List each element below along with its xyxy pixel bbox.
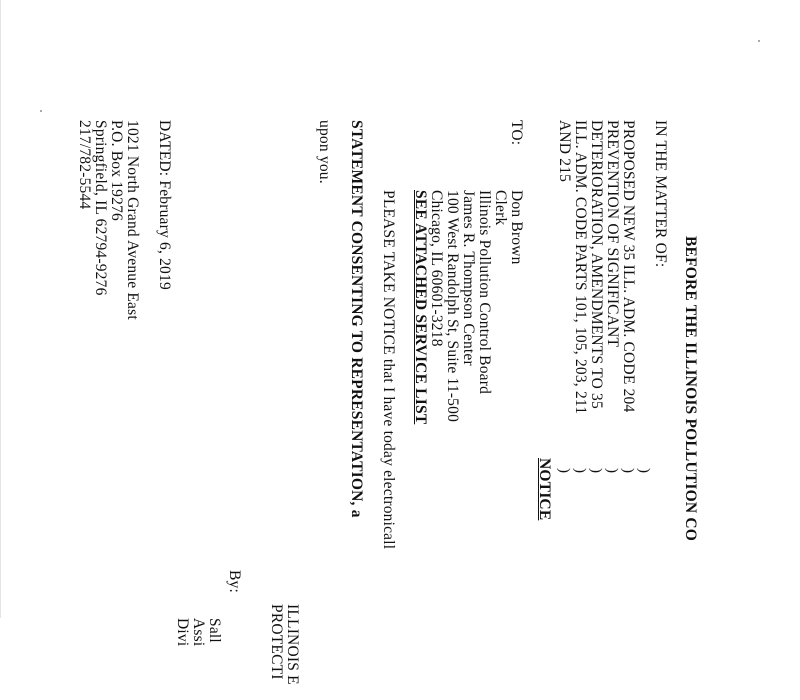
paren: ) xyxy=(556,468,572,473)
to-line: Chicago, IL 60601-3218 xyxy=(428,190,445,347)
address-line: 1021 North Grand Avenue East xyxy=(124,120,141,320)
signature-line: Assi xyxy=(190,618,207,647)
paren: ) xyxy=(636,468,652,473)
to-line: Clerk xyxy=(492,190,509,226)
paren: ) xyxy=(572,468,588,473)
paren: ) xyxy=(620,468,636,473)
agency-name-line: ILLINOIS E xyxy=(284,604,301,685)
please-take-notice-text: PLEASE TAKE NOTICE that I have today electronicall xyxy=(380,190,397,550)
to-line: James R. Thompson Center xyxy=(460,190,477,366)
address-line: P.O. Box 19276 xyxy=(108,120,125,221)
to-line: Illinois Pollution Control Board xyxy=(476,190,493,395)
notice-title: NOTICE xyxy=(536,458,553,521)
to-line: Don Brown xyxy=(508,190,525,265)
see-attached-service-list: SEE ATTACHED SERVICE LIST xyxy=(412,190,429,425)
signature-line: Sall xyxy=(206,618,223,643)
agency-name-line: PROTECTI xyxy=(268,604,285,680)
paren: ) xyxy=(588,468,604,473)
matter-line: DETERIORATION, AMENDMENTS TO 35 xyxy=(588,120,605,409)
signature-line: Divi xyxy=(174,618,191,647)
statement-text: STATEMENT CONSENTING TO REPRESENTATION, a xyxy=(348,120,365,518)
matter-line: PREVENTION OF SIGNIFICANT xyxy=(604,120,621,348)
to-label: TO: xyxy=(508,120,525,146)
scan-speck xyxy=(758,40,760,42)
document-heading: BEFORE THE ILLINOIS POLLUTION CO xyxy=(682,236,699,541)
matter-line: ILL. ADM. CODE PARTS 101, 105, 203, 211 xyxy=(572,120,589,415)
address-line: Springfield, IL 62794-9276 xyxy=(92,120,109,296)
upon-you-text: upon you. xyxy=(316,120,333,184)
matter-label: IN THE MATTER OF: xyxy=(652,120,669,268)
matter-line: AND 215 xyxy=(556,120,573,183)
address-line: 217/782-5544 xyxy=(76,120,93,210)
to-line: 100 West Randolph St, Suite 11-500 xyxy=(444,190,461,423)
paren: ) xyxy=(604,468,620,473)
by-label: By: xyxy=(226,570,243,593)
matter-line: PROPOSED NEW 35 ILL. ADM. CODE 204 xyxy=(620,120,637,413)
dated-line: DATED: February 6, 2019 xyxy=(156,120,173,290)
